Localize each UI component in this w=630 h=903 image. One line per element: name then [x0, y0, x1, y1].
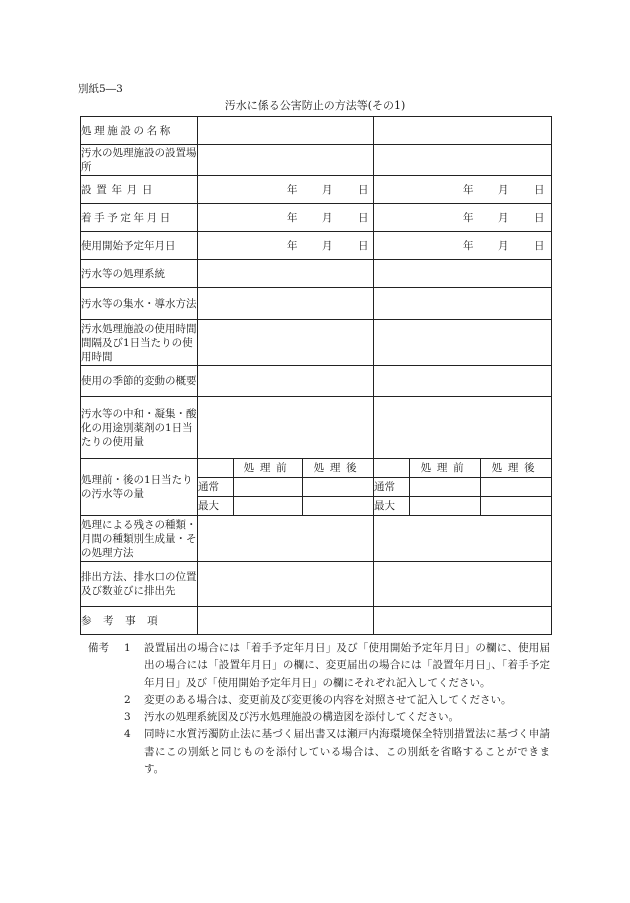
row-seasonal-change [81, 366, 552, 397]
volume-normal-label-b: 通常 [374, 478, 410, 497]
unit-month: 月 [498, 211, 509, 224]
field-treatment-system-b[interactable] [374, 260, 552, 288]
label-usage-time: 汚水処理施設の使用時間間隔及び1日当たりの使用時間 [81, 320, 198, 366]
volume-corner-a [198, 459, 234, 478]
notes-section [88, 640, 550, 778]
field-discharge-a[interactable] [198, 562, 374, 607]
note-3 [88, 709, 550, 726]
label-start-work-date: 着手予定年月日 [81, 204, 198, 232]
notes-prefix: 備考 [88, 642, 109, 654]
note-number: 3 [124, 711, 131, 724]
label-chemicals: 汚水等の中和・凝集・酸化の用途別薬剤の1日当たりの使用量 [81, 397, 198, 459]
field-chemicals-a[interactable] [198, 397, 374, 459]
field-collection-method-b[interactable] [374, 288, 552, 320]
field-discharge-b[interactable] [374, 562, 552, 607]
unit-day: 日 [534, 239, 545, 252]
field-install-date-a[interactable] [198, 176, 374, 204]
note-2 [88, 692, 550, 709]
volume-after-header-a: 処理後 [303, 459, 374, 478]
unit-day: 日 [534, 183, 545, 196]
field-volume-max-after-b[interactable] [481, 497, 552, 516]
field-start-work-date-a[interactable] [198, 204, 374, 232]
volume-corner-b [374, 459, 410, 478]
unit-year: 年 [463, 211, 474, 224]
label-daily-volume: 処理前・後の1日当たりの汚水等の量 [81, 459, 198, 516]
pollution-prevention-table [80, 116, 552, 635]
field-install-date-b[interactable] [374, 176, 552, 204]
field-seasonal-change-a[interactable] [198, 366, 374, 397]
row-discharge [81, 562, 552, 607]
note-number: 2 [124, 693, 131, 706]
unit-month: 月 [322, 183, 333, 196]
row-volume-header [81, 459, 552, 478]
row-chemicals [81, 397, 552, 459]
label-install-date: 設置年月日 [81, 176, 198, 204]
field-sludge-a[interactable] [198, 516, 374, 562]
unit-month: 月 [498, 183, 509, 196]
row-reference [81, 607, 552, 635]
field-start-use-date-b[interactable] [374, 232, 552, 260]
field-facility-name-b[interactable] [374, 117, 552, 145]
field-facility-name-a[interactable] [198, 117, 374, 145]
label-collection-method: 汚水等の集水・導水方法 [81, 288, 198, 320]
label-treatment-system: 汚水等の処理系統 [81, 260, 198, 288]
row-collection-method [81, 288, 552, 320]
unit-day: 日 [534, 211, 545, 224]
note-text: 設置届出の場合には「着手予定年月日」及び「使用開始予定年月日」の欄に、使用届出の場合には「設置年月日」の欄に、変更届出の場合には「設置年月日」、「着手予定年月日」及び「使用開始予定年月日」の欄にそれぞれ記入してください。 [144, 642, 550, 689]
field-usage-time-a[interactable] [198, 320, 374, 366]
volume-max-label-b: 最大 [374, 497, 410, 516]
row-install-date [81, 176, 552, 204]
field-sludge-b[interactable] [374, 516, 552, 562]
row-start-work-date [81, 204, 552, 232]
note-number: 4 [124, 728, 131, 741]
field-start-use-date-a[interactable] [198, 232, 374, 260]
field-treatment-system-a[interactable] [198, 260, 374, 288]
row-treatment-system [81, 260, 552, 288]
label-facility-place: 汚水の処理施設の設置場所 [81, 145, 198, 176]
note-1 [88, 640, 550, 692]
form-id: 別紙5―3 [78, 83, 123, 95]
label-sludge: 処理による残さの種類・月間の種類別生成量・その処理方法 [81, 516, 198, 562]
row-usage-time [81, 320, 552, 366]
unit-year: 年 [287, 211, 298, 224]
row-sludge [81, 516, 552, 562]
note-4 [88, 726, 550, 778]
row-start-use-date [81, 232, 552, 260]
unit-year: 年 [287, 183, 298, 196]
label-facility-name: 処理施設の名称 [81, 117, 198, 145]
volume-before-header-b: 処理前 [410, 459, 481, 478]
unit-month: 月 [322, 239, 333, 252]
field-volume-normal-after-a[interactable] [303, 478, 374, 497]
field-reference-b[interactable] [374, 607, 552, 635]
volume-after-header-b: 処理後 [481, 459, 552, 478]
field-chemicals-b[interactable] [374, 397, 552, 459]
unit-day: 日 [358, 239, 369, 252]
field-volume-max-before-b[interactable] [410, 497, 481, 516]
label-seasonal-change: 使用の季節的変動の概要 [81, 366, 198, 397]
field-start-work-date-b[interactable] [374, 204, 552, 232]
volume-normal-label-a: 通常 [198, 478, 234, 497]
unit-year: 年 [463, 183, 474, 196]
field-volume-max-before-a[interactable] [234, 497, 303, 516]
label-start-use-date: 使用開始予定年月日 [81, 232, 198, 260]
volume-max-label-a: 最大 [198, 497, 234, 516]
field-volume-max-after-a[interactable] [303, 497, 374, 516]
note-text: 汚水の処理系統図及び汚水処理施設の構造図を添付してください。 [144, 711, 459, 724]
field-reference-a[interactable] [198, 607, 374, 635]
field-facility-place-b[interactable] [374, 145, 552, 176]
note-text: 変更のある場合は、変更前及び変更後の内容を対照させて記入してください。 [144, 693, 512, 706]
field-usage-time-b[interactable] [374, 320, 552, 366]
field-volume-normal-before-a[interactable] [234, 478, 303, 497]
unit-year: 年 [463, 239, 474, 252]
volume-before-header-a: 処理前 [234, 459, 303, 478]
note-text: 同時に水質汚濁防止法に基づく届出書又は瀬戸内海環境保全特別措置法に基づく申請書にこの別紙と同じものを添付している場合は、この別紙を省略することができます。 [144, 728, 550, 776]
field-volume-normal-after-b[interactable] [481, 478, 552, 497]
label-discharge: 排出方法、排水口の位置及び数並びに排出先 [81, 562, 198, 607]
field-seasonal-change-b[interactable] [374, 366, 552, 397]
row-facility-place [81, 145, 552, 176]
unit-day: 日 [358, 183, 369, 196]
field-volume-normal-before-b[interactable] [410, 478, 481, 497]
unit-year: 年 [287, 239, 298, 252]
field-facility-place-a[interactable] [198, 145, 374, 176]
label-reference: 参考事項 [81, 607, 198, 635]
note-number: 1 [124, 642, 131, 654]
unit-day: 日 [358, 211, 369, 224]
unit-month: 月 [498, 239, 509, 252]
field-collection-method-a[interactable] [198, 288, 374, 320]
row-facility-name [81, 117, 552, 145]
page-title: 汚水に係る公害防止の方法等(その1) [224, 99, 406, 112]
unit-month: 月 [322, 211, 333, 224]
